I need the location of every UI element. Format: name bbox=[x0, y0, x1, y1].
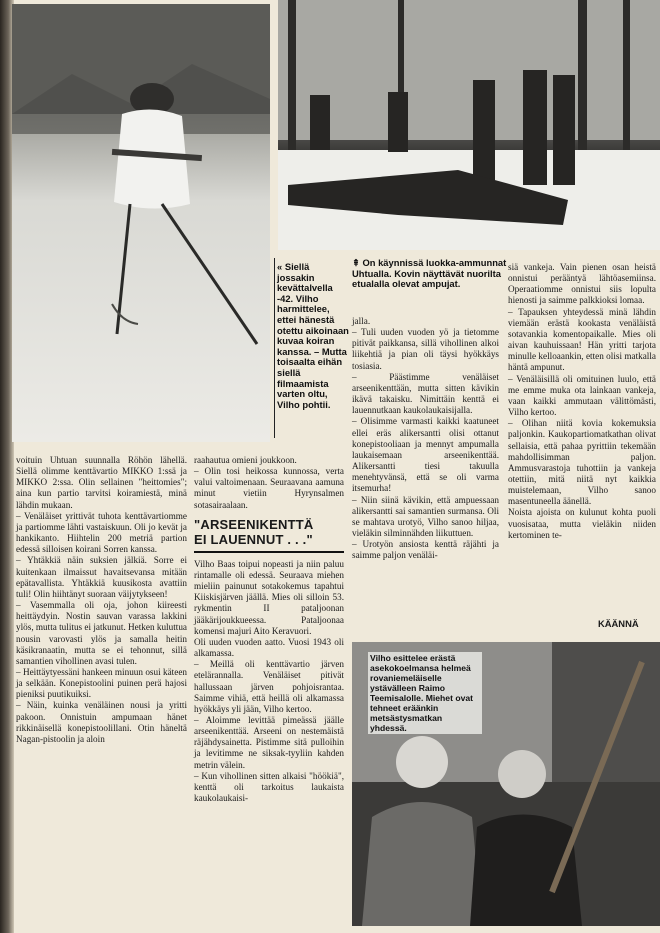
section-heading bbox=[194, 517, 344, 547]
paragraph: – Niin siinä kävikin, että ampuessaan alikersantti sai samantien surmansa. Oli se mahtava urotyö, Vilho sanoo hiljaa, vieläkin silminnähden liikuttuen. bbox=[352, 494, 499, 538]
heading-line-1: "ARSEENIKENTTÄ bbox=[194, 516, 314, 532]
paragraph: siä vankeja. Vain pienen osan heistä onnistui perääntyä lähtöasemiinsa. Operaatiomme onnistui siis lopulta hienosti ja saimme palkkioksi lomaa. bbox=[508, 262, 656, 306]
paragraph: – Meillä oli kenttävartio järven etelärannalla. Venäläiset pitivät hallussaan järven pohjoisrantaa. Saimme vihiä, että heillä oli alkamassa hyökkäys yli jään, Vilho kertoo. bbox=[194, 659, 344, 714]
paragraph: Vilho Baas toipui nopeasti ja niin paluu rintamalle oli edessä. Seuraava miehen mieliin painunut sotakokemus tapahtui Kiiskisjärven jäällä. Mies oli silloin 53. rykmentin II pataljoonan jääkärijoukkueessa. Pataljoonaa komensi majuri Aito Keravuori. bbox=[194, 558, 344, 636]
skier-illustration bbox=[12, 4, 270, 442]
paragraph: – Olihan niitä kovia kokemuksia paljonkin. Kaukopartiomatkathan olivat sellaisia, että pahaa pyrittiin tekemään mahdollisimman paljon. Ammusvarastoja tuhottiin ja vankeja otettiin, mitä niitä nyt kaikkia muistelemaan, Vilho sanoo masentuneella äänellä. bbox=[508, 418, 656, 507]
paragraph: – Tapauksen yhteydessä minä lähdin viemään erästä kookasta venäläistä sotavankia komentopaikalle. Mies oli aivan kauhuissaan! Hän yritti tarjota minulle kelloaankin, etten olisi matkalla häntä ampunut. bbox=[508, 306, 656, 373]
skier-photo bbox=[12, 4, 270, 442]
soldiers-photo bbox=[278, 0, 660, 250]
paragraph: – Olisimme varmasti kaikki kaatuneet ellei eräs alikersantti olisi ottanut konepistooliaan ja mennyt ampumalla laukaisemaan arseenikenttää. Alikersantti tiesi takuulla menehtyvänsä, että se oli varma itsemurha! bbox=[352, 416, 499, 494]
veterans-photo-caption: Vilho esittelee erästä asekokoelmansa helmeä rovaniemeläiselle ystävälleen Raimo Teemisalolle. Miehet ovat tehneet eräänkin metsästysmatkan yhdessä. bbox=[368, 652, 482, 734]
paragraph: raahautua omieni joukkoon. bbox=[194, 455, 297, 465]
paragraph: – Tuli uuden vuoden yö ja tietomme pitivät paikkansa, sillä vihollinen alkoi liikehtiä ja pian oli täysi hyökkäys tosiasia. bbox=[352, 327, 499, 371]
soldiers-photo-caption bbox=[352, 258, 512, 290]
paragraph: – Yhtäkkiä näin suksien jälkiä. Sorre ei kuitenkaan ilmaissut havaitsevansa mitään epätavallista. Yhtäkkiä kuusikosta avattiin tuli! Olin hiihtänyt suoraan väijytykseen! bbox=[16, 555, 187, 599]
paragraph: – Venäläiset yrittivät tuhota kenttävartiomme ja partiomme lähti vastaiskuun. Oli jo kevät ja hankikanto. Hiihtelin 200 metriä partion edessä silloisen koirani Sorren kanssa. bbox=[16, 510, 187, 555]
caption-marker: ⇞ bbox=[352, 257, 360, 268]
paragraph: – Vasemmalla oli oja, johon kiireesti heittäydyin. Nostin sauvan varassa lakkini ylös, mutta tulitus ei jatkunut. Hetken kuluttua nousin varovasti ylös ja samalla heitin käsikranaatin, mutta se ei tehonnut, sillä samantien vihollinen avasi tulen. bbox=[16, 600, 187, 666]
article-column-1 bbox=[16, 455, 187, 745]
paragraph: – Kun vihollinen sitten alkaisi "höökiä", kenttä oli tarkoitus laukaista kaukolaukaisi- bbox=[194, 770, 344, 804]
heading-line-2: EI LAUENNUT . . ." bbox=[194, 531, 313, 547]
article-column-2 bbox=[194, 455, 344, 804]
paragraph: – Päästimme venäläiset arseenikenttään, mutta sitten kävikin ikävä takaisku. Nimittäin kenttä ei lauennutkaan kaukolaukaisijalla. bbox=[352, 371, 499, 416]
paragraph: jalla. bbox=[352, 316, 371, 326]
article-column-4 bbox=[508, 262, 656, 541]
paragraph: – Näin, kuinka venäläinen nousi ja yritti pakoon. Onnistuin ampumaan hänet rikkinäisellä konepistoolillani. Otin häneltä Nagan-pistoolin ja aloin bbox=[16, 700, 187, 744]
paragraph: – Olin tosi heikossa kunnossa, verta valui valtoimenaan. Seuraavana aamuna minut vietiin Hyrynsalmen sotasairaalaan. bbox=[194, 466, 344, 510]
paragraph: Oli uuden vuoden aatto. Vuosi 1943 oli alkamassa. bbox=[194, 636, 344, 659]
soldiers-illustration bbox=[278, 0, 660, 250]
paragraph: – Aloimme levittää pimeässä jäälle arseenikenttää. Arseeni on nestemäistä räjähdysainetta. Pistimme sitä pulloihin ja levitimme ne siksak-tyyliin kahden metrin välein. bbox=[194, 714, 344, 770]
paragraph: Noista ajoista on kulunut kohta puoli vuosisataa, mutta vieläkin niiden kertominen te- bbox=[508, 507, 656, 540]
paragraph: – Venäläisillä oli omituinen luulo, että me emme muka ota lainkaan vankeja, vaan kaikki ammutaan välittömästi, Vilho kertoo. bbox=[508, 373, 656, 418]
soldiers-caption-text: On käynnissä luokka-ammunnat Uhtualla. Kovin näyttävät nuorilta etualalla olevat ampujat. bbox=[352, 257, 507, 290]
heading-rule bbox=[194, 551, 344, 553]
paragraph: voituin Uhtuan suunnalla Röhön lähellä. Siellä olimme kenttävartio MIKKO 1:ssä ja MIKKO 2:ssa. Olin sellainen "heittomies"; aina kun partio tarvitsi koiramiestä, minä lähdin mukaan. bbox=[16, 455, 187, 510]
skier-photo-caption: « Siellä jossakin kevättalvella -42. Vilho harmittelee, ettei hänestä otettu aikoinaan kuvaa koiran kanssa. – Mutta toisaalta eihän siellä filmaamista varten oltu, Vilho pohtii. bbox=[277, 261, 349, 410]
turn-page-label: KÄÄNNÄ bbox=[598, 618, 639, 629]
column-divider bbox=[274, 258, 275, 438]
paragraph: – Urotyön ansiosta kenttä räjähti ja saimme paljon venäläi- bbox=[352, 539, 499, 561]
article-column-3 bbox=[352, 316, 499, 561]
paragraph: – Heittäytyessäni hankeen minuun osui käteen ja selkään. Konepistoolini puinen perä hajosi pieniksi puutikuiksi. bbox=[16, 666, 187, 700]
